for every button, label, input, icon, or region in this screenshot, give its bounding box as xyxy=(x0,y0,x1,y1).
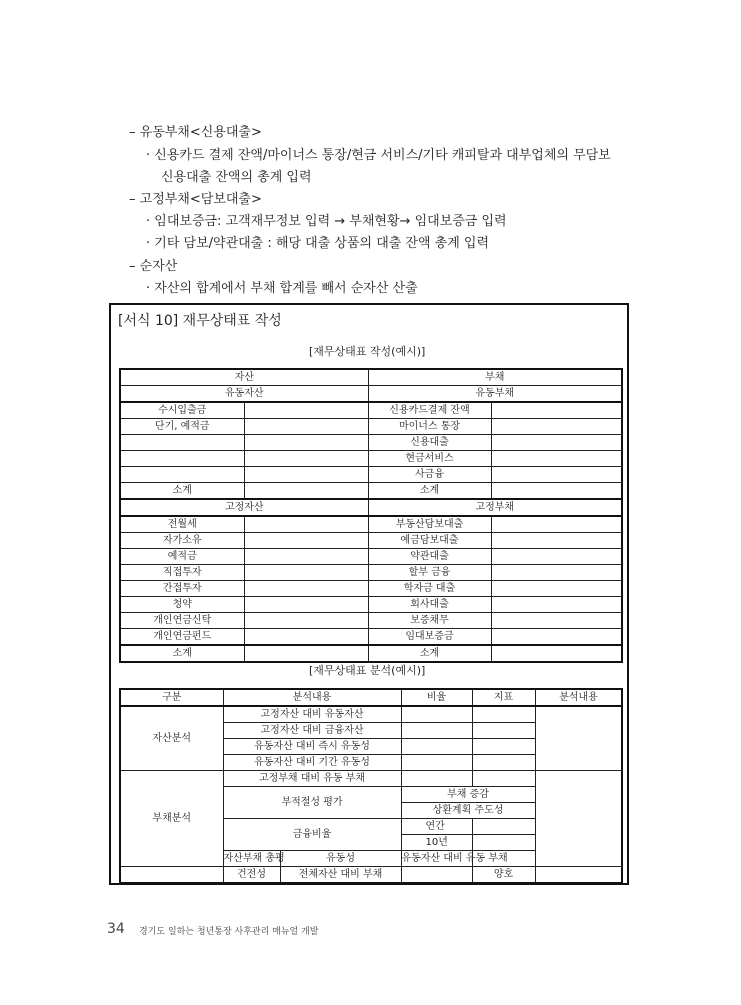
bullet-current-liabilities-detail: · 신용카드 결제 잔액/마이너스 통장/현금 서비스/기타 캐피탈과 대부업체의 무담보 xyxy=(146,148,611,163)
asset-label: 직접투자 xyxy=(120,565,244,581)
asset-label: 개인연금펀드 xyxy=(120,629,244,646)
asset-label: 개인연금신탁 xyxy=(120,613,244,629)
value-cell xyxy=(491,467,622,483)
table-header-row xyxy=(120,689,622,706)
subtotal-label: 소계 xyxy=(368,645,491,662)
table-row xyxy=(120,771,622,787)
value-cell xyxy=(401,706,472,723)
table-row xyxy=(120,402,622,419)
bullet-fixed-liabilities: – 고정부채<담보대출> xyxy=(129,192,262,207)
bullet-other-collateral: · 기타 담보/약관대출 : 해당 대출 상품의 대출 잔액 총계 입력 xyxy=(146,236,490,251)
value-cell xyxy=(472,755,535,771)
liability-label: 마이너스 통장 xyxy=(368,419,491,435)
liability-label: 약관대출 xyxy=(368,549,491,565)
subtotal-label: 소계 xyxy=(120,645,244,662)
liability-label: 예금담보대출 xyxy=(368,533,491,549)
subtotal-label: 소계 xyxy=(368,483,491,500)
value-cell xyxy=(472,835,535,851)
analysis-item: 유동자산 대비 기간 유동성 xyxy=(223,755,401,771)
value-cell xyxy=(491,613,622,629)
table-row xyxy=(120,613,622,629)
index-value: 양호 xyxy=(472,867,535,884)
analysis-subitem: 연간 xyxy=(401,819,472,835)
value-cell xyxy=(491,549,622,565)
col-header-ratio: 비율 xyxy=(401,689,472,706)
asset-header: 자산 xyxy=(120,369,368,386)
col-header-analysis: 분석내용 xyxy=(535,689,622,706)
col-header-content: 분석내용 xyxy=(223,689,401,706)
value-cell xyxy=(472,771,535,787)
page-number: 34 xyxy=(107,921,125,937)
table-row xyxy=(120,533,622,549)
value-cell xyxy=(491,419,622,435)
value-cell xyxy=(472,706,535,723)
liability-label: 신용대출 xyxy=(368,435,491,451)
fixed-assets-header: 고정자산 xyxy=(120,499,368,516)
value-cell xyxy=(401,771,472,787)
value-cell xyxy=(491,565,622,581)
value-cell xyxy=(535,771,622,867)
bullet-current-liabilities-detail-cont: 신용대출 잔액의 총계 입력 xyxy=(161,170,312,185)
value-cell xyxy=(401,723,472,739)
asset-label: 수시입출금 xyxy=(120,402,244,419)
table-row xyxy=(120,516,622,533)
analysis-item: 금융비율 xyxy=(223,819,401,851)
table-row xyxy=(120,483,622,500)
value-cell xyxy=(244,581,368,597)
asset-analysis-label: 자산분석 xyxy=(120,706,223,771)
value-cell xyxy=(244,597,368,613)
value-cell xyxy=(244,419,368,435)
bullet-net-assets: – 순자산 xyxy=(129,259,178,274)
liability-label: 할부 금융 xyxy=(368,565,491,581)
value-cell xyxy=(472,819,535,835)
table-row xyxy=(120,581,622,597)
asset-label: 전월세 xyxy=(120,516,244,533)
analysis-item: 유동성 xyxy=(280,851,401,867)
table-row xyxy=(120,629,622,646)
balance-sheet-table xyxy=(119,368,623,663)
value-cell xyxy=(491,516,622,533)
value-cell xyxy=(491,483,622,500)
analysis-item: 부적절성 평가 xyxy=(223,787,401,819)
table-row xyxy=(120,645,622,662)
value-cell xyxy=(244,533,368,549)
value-cell xyxy=(472,739,535,755)
liability-label: 보증채무 xyxy=(368,613,491,629)
liability-label: 부동산담보대출 xyxy=(368,516,491,533)
analysis-item: 전체자산 대비 부채 xyxy=(280,867,401,884)
value-cell xyxy=(244,613,368,629)
liability-label: 신용카드결제 잔액 xyxy=(368,402,491,419)
liability-header: 부채 xyxy=(368,369,622,386)
table-row xyxy=(120,706,622,723)
analysis-item: 유동자산 대비 유동 부채 xyxy=(401,851,472,867)
table2-caption: [재무상태표 분석(예시)] xyxy=(309,664,426,677)
analysis-subitem: 10년 xyxy=(401,835,472,851)
total-evaluation-label: 자산부채 총평 xyxy=(223,851,280,867)
value-cell xyxy=(244,402,368,419)
value-cell xyxy=(244,565,368,581)
value-cell xyxy=(244,483,368,500)
value-cell xyxy=(491,435,622,451)
liability-label: 회사대출 xyxy=(368,597,491,613)
value-cell xyxy=(401,755,472,771)
value-cell xyxy=(491,451,622,467)
table-row xyxy=(120,451,622,467)
asset-label: 예적금 xyxy=(120,549,244,565)
asset-label: 청약 xyxy=(120,597,244,613)
table-row xyxy=(120,467,622,483)
current-liabilities-header: 유동부채 xyxy=(368,386,622,403)
analysis-subitem: 상환계획 주도성 xyxy=(401,803,535,819)
value-cell xyxy=(491,402,622,419)
bullet-current-liabilities: – 유동부채<신용대출> xyxy=(129,125,262,140)
current-assets-header: 유동자산 xyxy=(120,386,368,403)
table-row xyxy=(120,565,622,581)
value-cell xyxy=(244,549,368,565)
liability-label: 현금서비스 xyxy=(368,451,491,467)
value-cell xyxy=(535,706,622,771)
asset-label xyxy=(120,451,244,467)
col-header-category: 구분 xyxy=(120,689,223,706)
value-cell xyxy=(244,467,368,483)
value-cell xyxy=(244,516,368,533)
value-cell xyxy=(244,451,368,467)
table1-caption: [재무상태표 작성(예시)] xyxy=(309,345,426,358)
value-cell xyxy=(535,867,622,884)
analysis-item: 유동자산 대비 즉시 유동성 xyxy=(223,739,401,755)
value-cell xyxy=(120,867,223,884)
analysis-item: 고정자산 대비 유동자산 xyxy=(223,706,401,723)
bullet-lease-deposit: · 임대보증금: 고객재무정보 입력 → 부채현황→ 임대보증금 입력 xyxy=(146,214,507,229)
value-cell xyxy=(401,739,472,755)
analysis-table xyxy=(119,688,623,884)
value-cell xyxy=(244,629,368,646)
asset-label xyxy=(120,435,244,451)
table-row xyxy=(120,419,622,435)
table-row xyxy=(120,867,622,884)
table-row xyxy=(120,597,622,613)
value-cell xyxy=(491,629,622,646)
analysis-item: 고정자산 대비 금융자산 xyxy=(223,723,401,739)
value-cell xyxy=(491,533,622,549)
table-row xyxy=(120,549,622,565)
value-cell xyxy=(244,435,368,451)
fixed-liabilities-header: 고정부채 xyxy=(368,499,622,516)
analysis-item: 고정부채 대비 유동 부채 xyxy=(223,771,401,787)
liability-label: 학자금 대출 xyxy=(368,581,491,597)
value-cell xyxy=(472,723,535,739)
asset-label: 간접투자 xyxy=(120,581,244,597)
asset-label xyxy=(120,467,244,483)
footer-title: 경기도 일하는 청년통장 사후관리 매뉴얼 개발 xyxy=(139,927,319,937)
value-cell xyxy=(491,581,622,597)
analysis-item: 건전성 xyxy=(223,867,280,884)
bullet-net-assets-detail: · 자산의 합계에서 부채 합계를 빼서 순자산 산출 xyxy=(146,281,418,296)
analysis-subitem: 부채 증감 xyxy=(401,787,535,803)
value-cell xyxy=(491,597,622,613)
col-header-index: 지표 xyxy=(472,689,535,706)
asset-label: 자가소유 xyxy=(120,533,244,549)
value-cell xyxy=(401,867,472,884)
value-cell xyxy=(491,645,622,662)
liability-analysis-label: 부채분석 xyxy=(120,771,223,867)
liability-label: 임대보증금 xyxy=(368,629,491,646)
subtotal-label: 소계 xyxy=(120,483,244,500)
table-row xyxy=(120,435,622,451)
value-cell xyxy=(244,645,368,662)
asset-label: 단기, 예적금 xyxy=(120,419,244,435)
liability-label: 사금융 xyxy=(368,467,491,483)
form-title: [서식 10] 재무상태표 작성 xyxy=(118,313,282,329)
